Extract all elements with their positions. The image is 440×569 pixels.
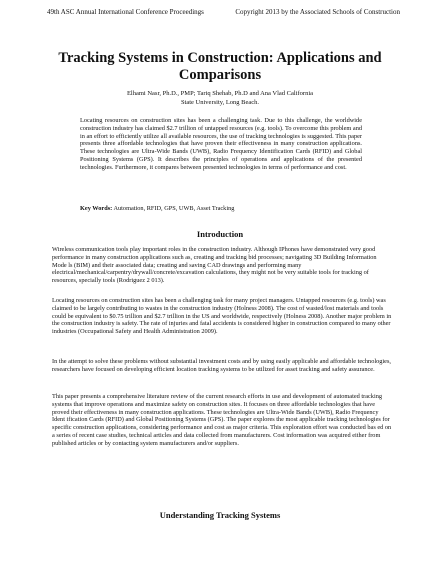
author-block: [40, 89, 400, 107]
section-heading-tracking-systems: Understanding Tracking Systems: [159, 510, 281, 520]
keywords-label: Key Words:: [80, 205, 113, 212]
author-names: Elhami Nasr, Ph.D., PMP; Tariq Shehab, Ph.D and Ana Vlad California: [126, 90, 314, 97]
intro-paragraph: Locating resources on construction sites has been a challenging task for many project managers. Untapped resources (e.g. tools) was claimed to be largely contributing to wastes in the construction industry (Holness 2008). The cost of wasted/lost materials and tools could be equivalent to $0.75 trillion and $2.7 trillion in the US and worldwide, respectively (Holness 2008). Another major problem in the construction industry is safety. The rate of injuries and fatal accidents is considered higher in construction compared to many other industries (Occupational Safety and Health Administration 2009).: [52, 297, 392, 336]
abstract: Locating resources on construction sites has been a challenging task. Due to this challenge, the worldwide construction industry has claimed $2.7 trillion of untapped resources (e.g. tools). To overcome this problem and in an effort to efficiently utilize all available resources, the use of tracking technologies is suggested. This paper presents three affordable technologies that have proven their effectiveness in many construction applications. These technologies are Ultra-Wide Bands (UWB), Radio Frequency Identification Cards (RFID) and Global Positioning Systems (GPS). It describes the principles of operations and applications of the presented technologies. Furthermore, it compares between presented technologies in terms of performance and cost.: [80, 117, 362, 171]
section-heading-introduction: Introduction: [196, 229, 244, 239]
keywords-line: [80, 205, 362, 213]
keywords-text: Automation, RFID, GPS, UWB, Asset Tracking: [113, 205, 235, 212]
intro-paragraph: This paper presents a comprehensive literature review of the current research efforts in use and development of automated tracking systems that improve operations and maximize safety on construction sites. It focuses on three affordable technologies that have proved their effectiveness in many construction applications. These technologies are Ultra-Wide Bands (UWB), Radio Frequency Ident ification Cards (RFID) and Global Positioning Systems (GPS). The paper explores the most applicable tracking technologies for specific construction applications, considering performance and cost as major criteria. This exploration effort was conducted bas ed on a series of recent case studies, technical articles and data collected from manufacturers. Cost information was acquired either from published articles or by contacting system manufacturers and/or suppliers.: [52, 393, 392, 447]
running-header-right: Copyright 2013 by the Associated Schools of Construction: [235, 8, 400, 16]
intro-paragraph: Wireless communication tools play important roles in the construction industry. Although IPhones have demonstrated very good performance in many construction applications such as, creating and tracking bid processes; navigating 3D Building Information Mode ls (BIM) and their associated data; creating and saving CAD drawings and performing many electrical/mechanical/carpentry/drywall/concrete/excavation calculations, they might not be very suitable tools for tracking of resources, specially tools (Rodriguez 2 013).: [52, 246, 377, 285]
running-header-left: 49th ASC Annual International Conference Proceedings: [47, 8, 204, 16]
intro-paragraph: In the attempt to solve these problems without substantial investment costs and by using easily applicable and affordable technologies, researchers have focused on developing efficient location tracking systems to be utilized for asset tracking and safety assurance.: [52, 358, 391, 373]
paper-title: Tracking Systems in Construction: Applications and Comparisons: [58, 50, 382, 83]
author-affiliation: State University, Long Beach.: [180, 99, 260, 106]
